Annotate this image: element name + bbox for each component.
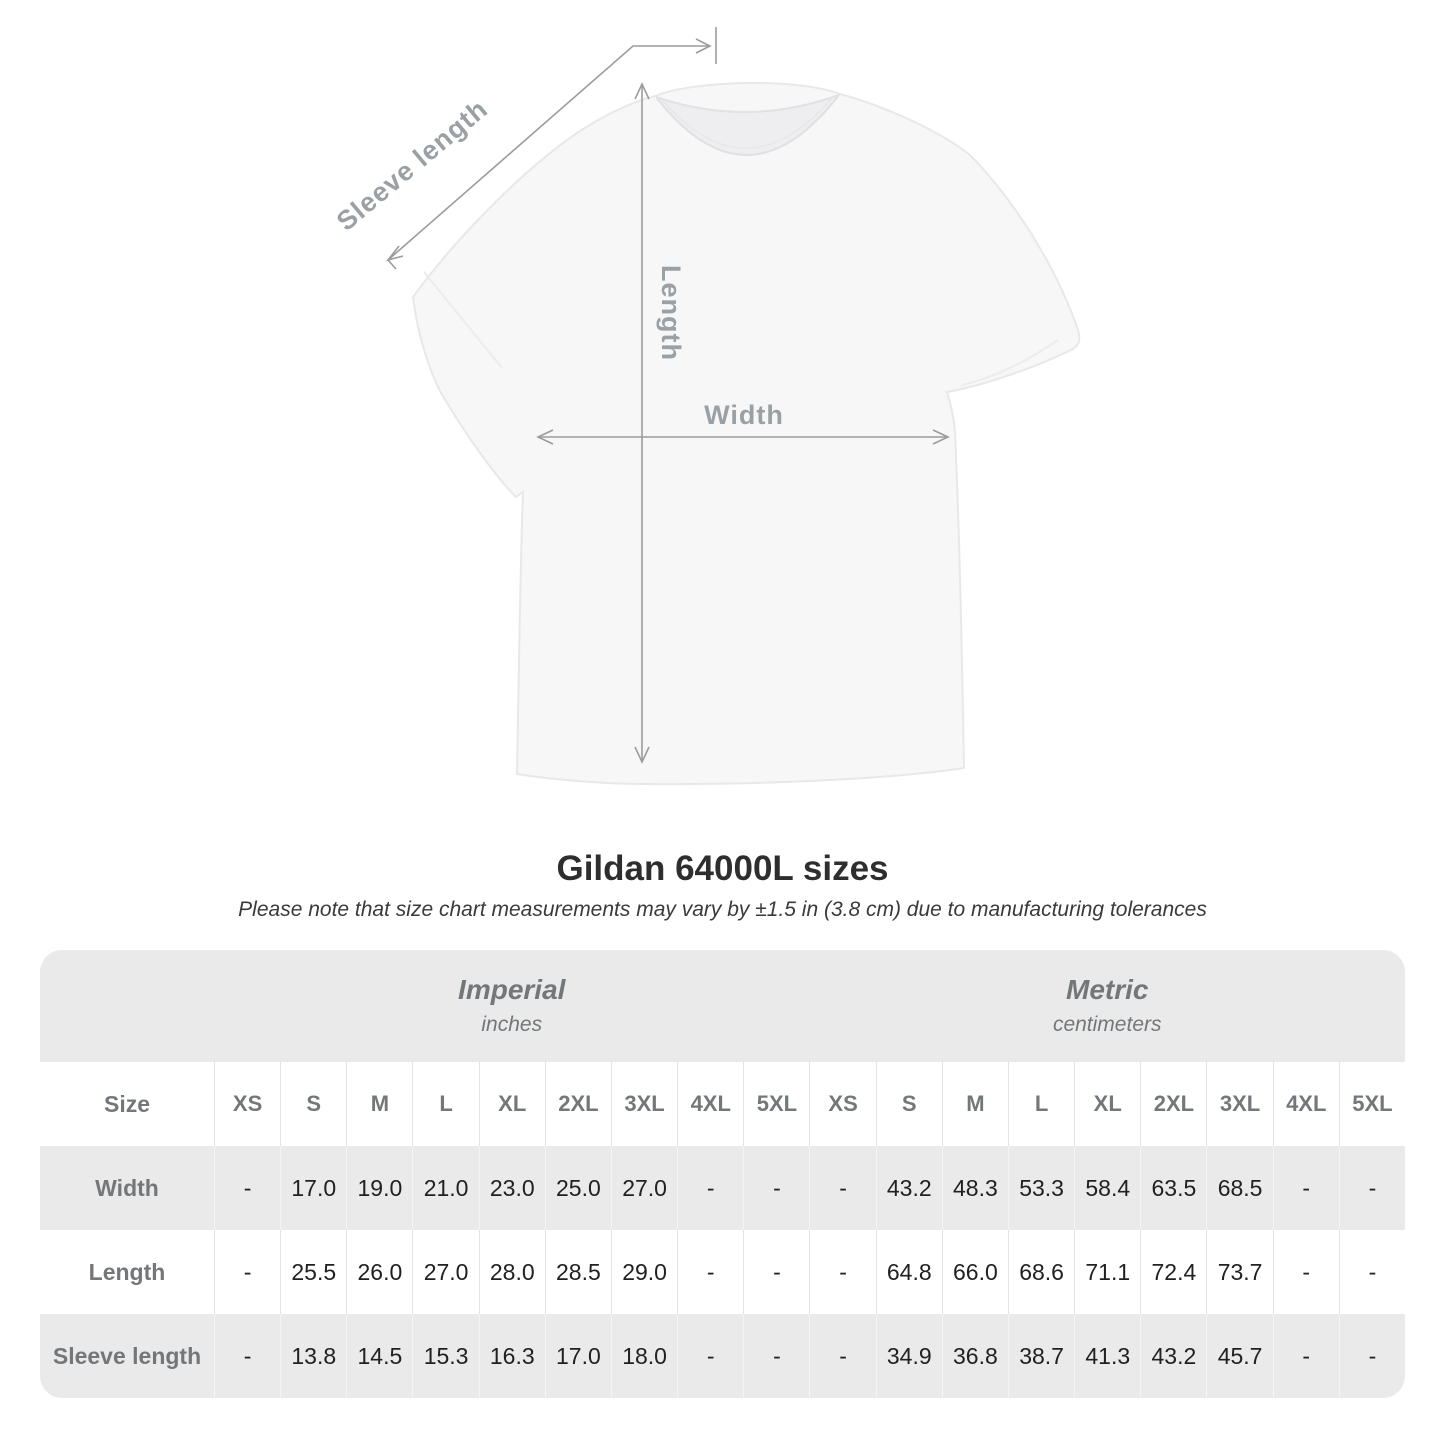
imperial-header-unit: inches	[481, 1013, 543, 1036]
size-table	[40, 950, 1405, 1398]
size-header-cell-text: XS	[232, 1091, 263, 1116]
size-header-cell	[214, 1062, 280, 1146]
value-cell	[743, 1230, 809, 1314]
value-cell	[412, 1314, 478, 1398]
size-header-cell	[942, 1062, 1008, 1146]
value-cell	[809, 1146, 875, 1230]
size-header-cell-text: S	[306, 1091, 322, 1116]
value-cell	[743, 1146, 809, 1230]
value-cell-text: 66.0	[953, 1258, 998, 1285]
table-corner-spacer	[40, 950, 214, 1062]
value-cell	[1140, 1230, 1206, 1314]
row-label-text: Sleeve length	[52, 1342, 202, 1369]
value-cell-text: -	[1368, 1342, 1377, 1369]
value-cell	[412, 1230, 478, 1314]
value-cell-text: -	[706, 1174, 715, 1201]
value-cell-text: 36.8	[953, 1342, 998, 1369]
value-cell-text: 25.0	[556, 1174, 601, 1201]
value-cell-text: -	[243, 1258, 252, 1285]
value-cell-text: -	[839, 1342, 847, 1369]
value-cell-text: 72.4	[1151, 1258, 1197, 1285]
value-cell	[677, 1314, 743, 1398]
metric-header-unit: centimeters	[1052, 1013, 1162, 1036]
value-cell	[1206, 1146, 1272, 1230]
value-cell-text: 29.0	[622, 1258, 667, 1285]
value-cell-text: -	[1368, 1174, 1377, 1201]
size-header-cell	[1008, 1062, 1074, 1146]
size-header-cell-text: 3XL	[624, 1091, 665, 1116]
value-cell	[1339, 1230, 1405, 1314]
value-cell	[545, 1146, 611, 1230]
imperial-header-title: Imperial	[458, 974, 566, 1005]
value-cell	[1206, 1230, 1272, 1314]
size-header-cell-text: 2XL	[558, 1091, 599, 1116]
value-cell-text: -	[773, 1342, 781, 1369]
value-cell	[1008, 1146, 1074, 1230]
value-cell	[942, 1230, 1008, 1314]
size-column-header-text: Size	[103, 1090, 151, 1117]
value-cell	[942, 1314, 1008, 1398]
value-cell-text: 71.1	[1085, 1258, 1131, 1285]
row-label	[40, 1314, 214, 1398]
size-header-cell-text: XL	[498, 1091, 527, 1116]
value-cell	[280, 1230, 346, 1314]
row-label-text: Length	[88, 1258, 166, 1285]
size-header-cell-text: 5XL	[1352, 1091, 1393, 1116]
page-title: Gildan 64000L sizes	[556, 849, 889, 888]
size-header-cell-text: L	[1034, 1091, 1049, 1116]
value-cell-text: -	[706, 1342, 715, 1369]
value-cell	[479, 1230, 545, 1314]
value-cell	[1273, 1230, 1339, 1314]
size-header-cell-text: 4XL	[690, 1091, 731, 1116]
size-header-cell-text: 5XL	[756, 1091, 798, 1116]
value-cell	[280, 1146, 346, 1230]
value-cell	[412, 1146, 478, 1230]
tshirt-body	[413, 83, 1079, 784]
value-cell-text: -	[839, 1174, 847, 1201]
value-cell	[611, 1314, 677, 1398]
value-cell	[1339, 1146, 1405, 1230]
value-cell	[346, 1230, 412, 1314]
size-header-cell	[412, 1062, 478, 1146]
value-cell	[1074, 1230, 1140, 1314]
size-header-cell	[1140, 1062, 1206, 1146]
size-header-cell	[1339, 1062, 1405, 1146]
length-label: Length	[656, 265, 686, 361]
value-cell	[545, 1314, 611, 1398]
width-label: Width	[704, 400, 784, 430]
value-cell-text: -	[1302, 1174, 1311, 1201]
size-header-cell-text: 4XL	[1286, 1091, 1327, 1116]
value-cell-text: 14.5	[357, 1342, 403, 1369]
imperial-header	[214, 950, 809, 1062]
value-cell	[1273, 1314, 1339, 1398]
value-cell	[1008, 1314, 1074, 1398]
size-header-cell-text: M	[370, 1091, 390, 1116]
value-cell-text: -	[1368, 1258, 1377, 1285]
value-cell-text: 13.8	[291, 1342, 337, 1369]
value-cell-text: -	[243, 1342, 252, 1369]
value-cell	[876, 1230, 942, 1314]
value-cell-text: 27.0	[622, 1174, 667, 1201]
value-cell	[677, 1230, 743, 1314]
value-cell-text: 43.2	[1151, 1342, 1197, 1369]
value-cell	[1339, 1314, 1405, 1398]
size-header-cell-text: S	[901, 1091, 917, 1116]
value-cell-text: 63.5	[1151, 1174, 1197, 1201]
value-cell-text: 48.3	[953, 1174, 998, 1201]
value-cell	[346, 1314, 412, 1398]
value-cell	[479, 1146, 545, 1230]
size-header-cell	[876, 1062, 942, 1146]
size-header-cell	[545, 1062, 611, 1146]
value-cell-text: -	[706, 1258, 715, 1285]
value-cell	[545, 1230, 611, 1314]
value-cell-text: -	[1302, 1342, 1311, 1369]
value-cell-text: -	[1302, 1258, 1311, 1285]
value-cell-text: -	[773, 1258, 781, 1285]
value-cell	[942, 1146, 1008, 1230]
value-cell	[1008, 1230, 1074, 1314]
metric-header	[809, 950, 1405, 1062]
row-label	[40, 1230, 214, 1314]
size-header-cell	[743, 1062, 809, 1146]
value-cell	[1206, 1314, 1272, 1398]
size-header-cell	[809, 1062, 875, 1146]
size-header-cell	[611, 1062, 677, 1146]
value-cell-text: 68.5	[1217, 1174, 1263, 1201]
value-cell	[1140, 1314, 1206, 1398]
value-cell-text: 38.7	[1019, 1342, 1064, 1369]
value-cell	[611, 1146, 677, 1230]
value-cell-text: -	[839, 1258, 847, 1285]
value-cell	[1074, 1314, 1140, 1398]
size-header-cell-text: 2XL	[1153, 1091, 1195, 1116]
value-cell-text: 45.7	[1217, 1342, 1263, 1369]
value-cell-text: 28.0	[489, 1258, 535, 1285]
value-cell	[876, 1146, 942, 1230]
size-header-cell	[1074, 1062, 1140, 1146]
value-cell	[809, 1314, 875, 1398]
value-cell	[479, 1314, 545, 1398]
value-cell	[346, 1146, 412, 1230]
sleeve-length-label: Sleeve length	[330, 93, 494, 237]
value-cell-text: 17.0	[291, 1174, 337, 1201]
size-header-cell	[479, 1062, 545, 1146]
value-cell-text: 19.0	[357, 1174, 403, 1201]
value-cell	[214, 1146, 280, 1230]
size-header-cell	[677, 1062, 743, 1146]
page-subtitle: Please note that size chart measurements may vary by ±1.5 in (3.8 cm) due to manufacturing tolerances	[238, 898, 1207, 921]
value-cell-text: 26.0	[357, 1258, 403, 1285]
value-cell-text: 16.3	[489, 1342, 535, 1369]
value-cell-text: 23.0	[489, 1174, 535, 1201]
value-cell-text: 18.0	[622, 1342, 667, 1369]
value-cell-text: 34.9	[886, 1342, 932, 1369]
size-header-cell-text: 3XL	[1219, 1091, 1261, 1116]
row-label-text: Width	[95, 1174, 159, 1201]
value-cell-text: 21.0	[423, 1174, 469, 1201]
size-header-cell-text: M	[966, 1091, 985, 1116]
size-header-cell	[280, 1062, 346, 1146]
size-column-header	[40, 1062, 214, 1146]
value-cell	[743, 1314, 809, 1398]
value-cell-text: -	[243, 1174, 252, 1201]
value-cell-text: 43.2	[886, 1174, 932, 1201]
value-cell-text: 27.0	[423, 1258, 469, 1285]
row-label	[40, 1146, 214, 1230]
size-header-cell-text: L	[439, 1091, 453, 1116]
value-cell-text: 17.0	[556, 1342, 601, 1369]
size-header-cell-text: XS	[828, 1091, 858, 1116]
value-cell-text: 58.4	[1085, 1174, 1131, 1201]
size-header-cell	[1273, 1062, 1339, 1146]
value-cell	[280, 1314, 346, 1398]
value-cell	[809, 1230, 875, 1314]
value-cell	[1140, 1146, 1206, 1230]
value-cell	[214, 1314, 280, 1398]
value-cell	[1074, 1146, 1140, 1230]
size-header-cell	[1206, 1062, 1272, 1146]
value-cell	[1273, 1146, 1339, 1230]
value-cell-text: 15.3	[423, 1342, 469, 1369]
size-header-cell-text: XL	[1093, 1091, 1122, 1116]
value-cell-text: 28.5	[556, 1258, 601, 1285]
value-cell-text: 25.5	[291, 1258, 337, 1285]
value-cell	[876, 1314, 942, 1398]
value-cell-text: 73.7	[1217, 1258, 1263, 1285]
value-cell-text: 53.3	[1019, 1174, 1064, 1201]
value-cell-text: 68.6	[1019, 1258, 1064, 1285]
value-cell	[611, 1230, 677, 1314]
value-cell-text: -	[773, 1174, 781, 1201]
metric-header-title: Metric	[1066, 974, 1149, 1005]
size-header-cell	[346, 1062, 412, 1146]
value-cell	[214, 1230, 280, 1314]
tshirt-illustration	[413, 83, 1079, 784]
value-cell-text: 64.8	[886, 1258, 932, 1285]
value-cell	[677, 1146, 743, 1230]
value-cell-text: 41.3	[1085, 1342, 1131, 1369]
